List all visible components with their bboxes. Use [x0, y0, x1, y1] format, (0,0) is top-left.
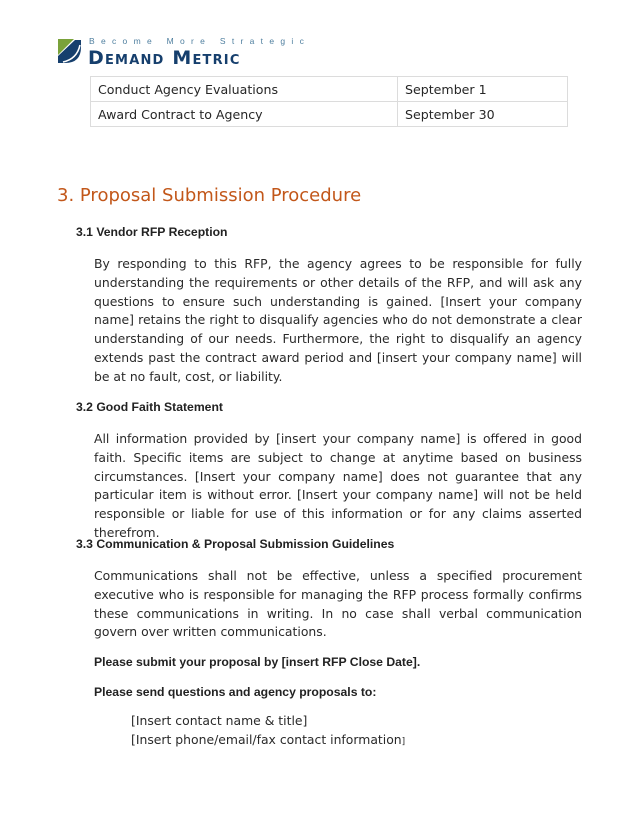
timeline-table	[90, 76, 568, 127]
contact-info-bracket: ]	[401, 737, 406, 747]
paragraph-vendor-rfp-reception: By responding to this RFP, the agency agrees to be responsible for fully understanding the requirements or other details of the RFP, and will ask any questions to ensure such understanding is gained. [Insert your company name] retains the right to disqualify agencies who do not demonstrate a clear understanding of our needs. Furthermore, the right to disqualify an agency extends past the contract award period and [insert your company name] will be at no fault, cost, or liability.	[94, 256, 582, 384]
logo-mark-icon	[55, 37, 83, 65]
logo-brand-name: Demand Metric	[88, 47, 241, 69]
subsection-heading-vendor-rfp-reception: 3.1 Vendor RFP Reception	[76, 225, 228, 239]
logo-tagline: Become More Strategic	[89, 36, 311, 46]
submit-deadline-note: Please submit your proposal by [insert RFP Close Date].	[94, 655, 421, 669]
demand-metric-logo	[55, 34, 315, 70]
date-cell: September 1	[398, 77, 568, 102]
paragraph-good-faith: All information provided by [insert your company name] is offered in good faith. Specific items are subject to change at anytime based on business circumstances. [Insert your company name] does not guarantee that any particular item is without error. [Insert your company name] will not be held responsible or liable for use of this information or for any claims asserted therefrom.	[94, 431, 582, 540]
task-cell: Award Contract to Agency	[91, 102, 398, 127]
date-cell: September 30	[398, 102, 568, 127]
task-cell: Conduct Agency Evaluations	[91, 77, 398, 102]
contact-info-line	[131, 732, 405, 747]
section-title: 3. Proposal Submission Procedure	[57, 185, 362, 206]
send-proposals-note: Please send questions and agency proposals to:	[94, 685, 377, 699]
table-row	[91, 77, 568, 102]
subsection-heading-good-faith: 3.2 Good Faith Statement	[76, 400, 223, 414]
table-row	[91, 102, 568, 127]
paragraph-communication: Communications shall not be effective, unless a specified procurement executive who is responsible for managing the RFP process formally confirms these communications in writing. In no case shall verbal communication govern over written communications.	[94, 568, 582, 640]
subsection-heading-communication: 3.3 Communication & Proposal Submission Guidelines	[76, 537, 395, 551]
contact-info-text: [Insert phone/email/fax contact information	[131, 732, 402, 747]
contact-name-line: [Insert contact name & title]	[131, 713, 308, 728]
